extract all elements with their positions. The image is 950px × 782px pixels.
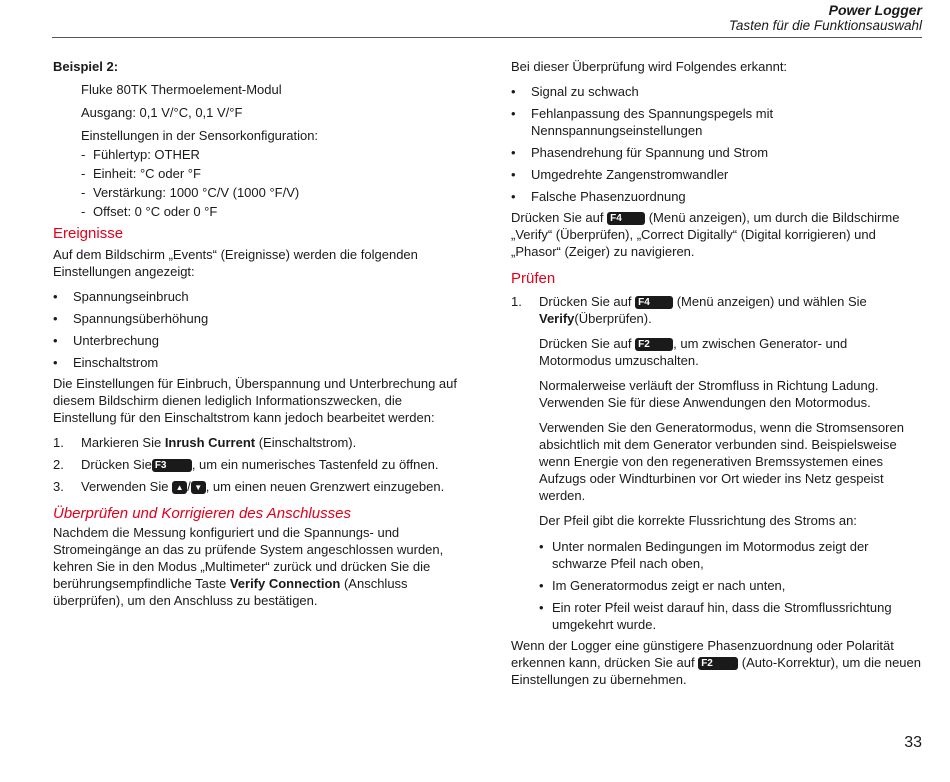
detect-bullet: • Phasendrehung für Spannung und Strom	[511, 145, 769, 160]
arrow-bullet: • Unter normalen Bedingungen im Motormodus zeigt der schwarze Pfeil nach oben,	[539, 539, 869, 571]
page-header	[729, 2, 922, 34]
arrow-bullet: • Im Generatormodus zeigt er nach unten,	[539, 578, 786, 593]
pruefen-paragraph: Normalerweise verläuft der Stromfluss in Richtung Ladung. Verwenden Sie für diese Anwendungen den Motormodus.	[539, 378, 879, 410]
f4-key-icon: F4	[607, 212, 645, 225]
settings-item: - Einheit: °C oder °F	[81, 166, 201, 181]
final-paragraph: Wenn der Logger eine günstigere Phasenzuordnung oder Polarität erkennen kann, drücken Sie auf F2 (Auto-Korrektur), um die neuen Einstellungen zu übernehmen.	[511, 638, 921, 687]
pruefen-paragraph: Drücken Sie auf F2 , um zwischen Generator- und Motormodus umzuschalten.	[539, 336, 848, 368]
pruefen-step: 1. Drücken Sie auf F4 (Menü anzeigen) und wählen Sie Verify(Überprüfen).	[511, 294, 867, 326]
detect-bullet: • Fehlanpassung des Spannungspegels mit Nennspannungseinstellungen	[511, 106, 774, 138]
events-note: Die Einstellungen für Einbruch, Überspannung und Unterbrechung auf diesem Bildschirm dienen lediglich Informationszwecken, die Einstellung für den Einschaltstrom kann jedoch bearbeitet werden:	[53, 376, 457, 425]
check-paragraph: Nachdem die Messung konfiguriert und die Spannungs- und Stromeingänge an das zu prüfende System angeschlossen wurden, kehren Sie in den Modus „Multimeter“ zurück und drücken Sie die berührungsempfindliche Taste Verify Connection (Anschluss überprüfen), um den Anschluss zu bestätigen.	[53, 525, 444, 608]
header-title: Power Logger	[828, 2, 922, 18]
detect-intro: Bei dieser Überprüfung wird Folgendes erkannt:	[511, 59, 788, 74]
arrow-bullet: • Ein roter Pfeil weist darauf hin, dass die Stromflussrichtung umgekehrt wurde.	[539, 600, 892, 632]
events-bullet: • Spannungsüberhöhung	[53, 311, 209, 326]
events-bullet: • Spannungseinbruch	[53, 289, 189, 304]
example-title: Beispiel 2:	[53, 59, 119, 74]
f2-key-icon: F2	[635, 338, 673, 351]
pruefen-paragraph: Der Pfeil gibt die korrekte Flussrichtung des Stroms an:	[539, 513, 857, 528]
down-arrow-key-icon: ▼	[191, 481, 206, 494]
f4-key-icon: F4	[635, 296, 673, 309]
step-item: 1. Markieren Sie Inrush Current (Einschaltstrom).	[53, 435, 357, 450]
detect-bullet: • Signal zu schwach	[511, 84, 639, 99]
detect-bullet: • Umgedrehte Zangenstromwandler	[511, 167, 729, 182]
step-item: 3. Verwenden Sie ▲ / ▼ , um einen neuen Grenzwert einzugeben.	[53, 479, 445, 494]
settings-item: - Fühlertyp: OTHER	[81, 147, 200, 162]
settings-item: - Offset: 0 °C oder 0 °F	[81, 204, 218, 219]
example-line: Einstellungen in der Sensorkonfiguration:	[81, 128, 319, 143]
left-column	[53, 56, 463, 609]
up-arrow-key-icon: ▲	[172, 481, 187, 494]
detect-bullet: • Falsche Phasenzuordnung	[511, 189, 686, 204]
settings-item: - Verstärkung: 1000 °C/V (1000 °F/V)	[81, 185, 300, 200]
step-item: 2. Drücken Sie F3 , um ein numerisches Tastenfeld zu öffnen.	[53, 457, 439, 472]
example-line: Fluke 80TK Thermoelement-Modul	[81, 82, 282, 97]
page-number: 33	[904, 734, 922, 751]
pruefen-heading: Prüfen	[511, 270, 556, 287]
events-heading: Ereignisse	[53, 225, 124, 242]
events-bullet: • Einschaltstrom	[53, 355, 159, 370]
check-heading: Überprüfen und Korrigieren des Anschlusses	[53, 505, 351, 522]
example-line: Ausgang: 0,1 V/°C, 0,1 V/°F	[81, 105, 243, 120]
header-rule	[52, 37, 922, 38]
header-subtitle: Tasten für die Funktionsauswahl	[728, 18, 922, 33]
menu-paragraph: Drücken Sie auf F4 (Menü anzeigen), um durch die Bildschirme „Verify“ (Überprüfen), „Correct Digitally“ (Digital korrigieren) und „Phasor“ (Zeiger) zu navigieren.	[511, 210, 900, 259]
f2-key-icon: F2	[698, 657, 738, 670]
right-column	[511, 56, 921, 688]
events-intro: Auf dem Bildschirm „Events“ (Ereignisse) werden die folgenden Einstellungen angezeigt:	[53, 247, 418, 279]
events-bullet: • Unterbrechung	[53, 333, 159, 348]
pruefen-paragraph: Verwenden Sie den Generatormodus, wenn die Stromsensoren absichtlich mit dem Generator verbunden sind. Beispielsweise wenn Energie von den regenerativen Bremssystemen eines Aufzugs oder Windturbinen vor Ort wieder ins Netz gespeist werden.	[539, 420, 904, 503]
f3-key-icon: F3	[152, 459, 192, 472]
